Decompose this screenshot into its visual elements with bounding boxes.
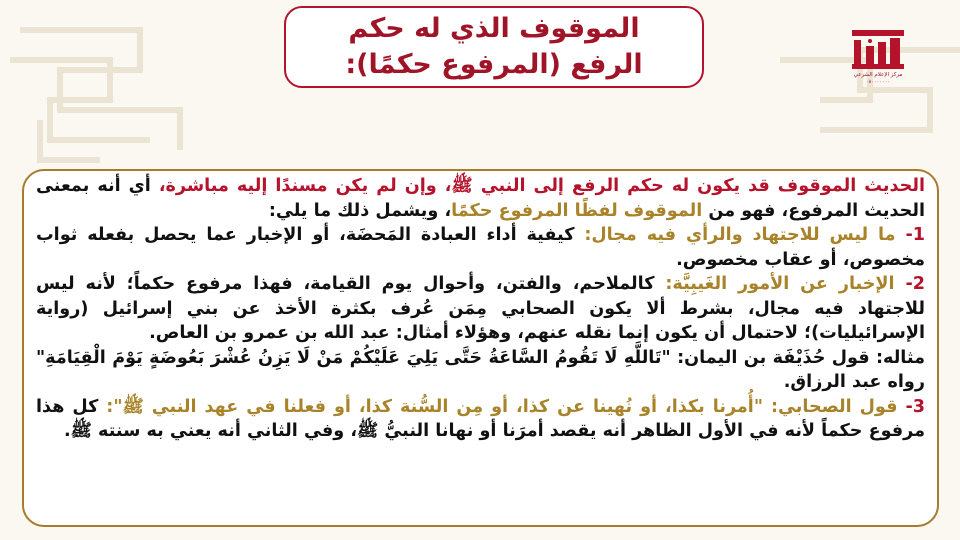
- item-3-text: كل هذا مرفوع حكماً لأنه في الأول الظاهر أنه يقصد أمرَنا أو نهانا النبيُّ ﷺ، وفي الثاني أنه يعني به سنته ﷺ.: [36, 396, 925, 441]
- example-paragraph: [36, 346, 925, 395]
- item-3-heading: قول الصحابي: "أُمرنا بكذا، أو نُهينا عن كذا، أو مِن السُّنة كذا، أو فعلنا في عهد النبي ﷺ":: [106, 396, 906, 417]
- item-2-text: كالملاحم، والفتن، وأحوال يوم القيامة، فهذا مرفوع حكماً؛ لأنه ليس للاجتهاد فيه مجال، بشرط ألا يكون الصحابي مِمَن عُرف بكثرة الأخذ عن بني إسرائيل (رواية الإسرائيليات)؛ لاحتمال أن يكون إنما نقله عنهم، وهؤلاء أمثال: عبد الله بن عمرو بن العاص.: [36, 274, 925, 343]
- item-1: [36, 223, 925, 272]
- content-box: [22, 169, 939, 527]
- item-2-number: 2-: [905, 274, 925, 294]
- title-box: [284, 6, 704, 88]
- item-1-heading: ما ليس للاجتهاد والرأي فيه مجال:: [584, 225, 906, 245]
- item-3-number: 3-: [905, 396, 926, 417]
- item-1-number: 1-: [905, 225, 925, 245]
- item-1-text: كيفية أداء العبادة المَحضَة، أو الإخبار عما يحصل بفعله ثواب مخصوص، أو عقاب مخصوص.: [36, 225, 925, 270]
- intro-text-1: أي أنه بمعنى الحديث المرفوع، فهو من: [36, 176, 925, 221]
- logo-subtitle: مركز الإعلام الشرعي: [853, 72, 903, 78]
- title-line-1: الموقوف الذي له حكم: [348, 13, 640, 44]
- ihkam-logo-icon: [848, 28, 908, 72]
- logo: [846, 28, 910, 94]
- intro-gold-text: الموقوف لفظًا المرفوع حكمًا: [451, 200, 703, 221]
- item-2: [36, 272, 925, 346]
- intro-red-text: الحديث الموقوف قد يكون له حكم الرفع إلى النبي ﷺ، وإن لم يكن مسندًا إليه مباشرة،: [158, 176, 925, 196]
- intro-text-2: ، ويشمل ذلك ما يلي:: [268, 200, 452, 221]
- title-line-2: الرفع (المرفوع حكمًا):: [345, 49, 643, 80]
- example-label: مثاله: قول حُذَيْفَة بن اليمان:: [670, 347, 925, 368]
- logo-number: ٠٨٠٠٠٠٠٠٠: [865, 79, 891, 85]
- item-2-heading: الإخبار عن الأمور الغَيبِيَّة:: [665, 274, 906, 294]
- example-quote: "تَاللَّهِ لَا تَقُومُ السَّاعَةُ حَتَّى يَلِيَ عَلَيْكُمْ مَنْ لَا يَزِنُ عُشْرَ بَعُوضَةٍ يَوْمَ الْقِيَامَةِ": [36, 347, 671, 368]
- example-source: رواه عبد الرزاق.: [783, 372, 925, 392]
- item-3: [36, 395, 925, 444]
- intro-paragraph: [36, 174, 925, 223]
